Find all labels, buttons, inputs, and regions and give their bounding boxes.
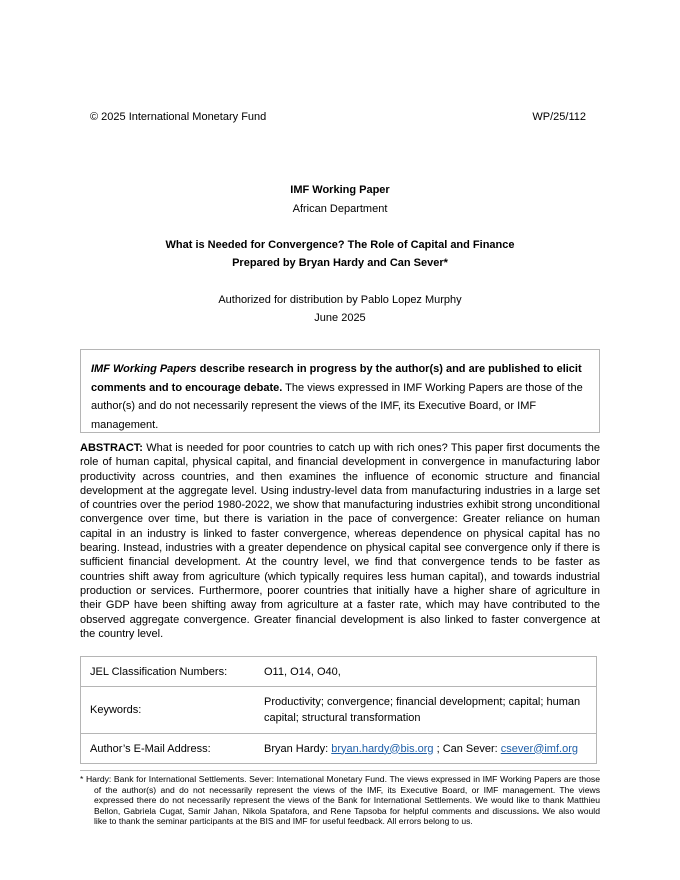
email-value (256, 734, 597, 764)
jel-value: O11, O14, O40, (256, 657, 597, 687)
email-label: Author’s E-Mail Address: (81, 734, 257, 764)
working-paper-number: WP/25/112 (532, 111, 586, 123)
footnote-text-a: * Hardy: Bank for International Settlements. Sever: International Monetary Fund. The views expressed in IMF Working Papers are those of the author(s) and do not necessarily represent the views of the IMF, its Executive Board, or IMF management. The views expressed there do not necessarily represent the views of the Bank for International Settlements. We would like to thank Matthieu Bellon, Gabriela Cugat, Samir Jahan, Nikola Spatafora, and Rene Tapsoba for helpful comments and discussions (80, 774, 600, 816)
publication-date: June 2025 (314, 312, 366, 324)
keywords-label: Keywords: (81, 687, 257, 734)
abstract-text: What is needed for poor countries to catch up with rich ones? This paper first documents the role of human capital, physical capital, and financial development in convergence in manufacturing labor productivity across countries, and then examines the influence of economic structure and financial development at the aggregate level. Using industry-level data from manufacturing industries in a large set of countries over the period 1980-2022, we show that manufacturing industries exhibit strong unconditional convergence over time, but there is variation in the pace of convergence: Greater reliance on human capital in an industry is linked to faster convergence, whereas dependence on physical capital has no bearing. Instead, industries with a greater dependence on physical capital see convergence only if there is sufficient financial development. At the country level, we find that convergence tends to be faster as countries shift away from agriculture (which typically requires less human capital), and towards industrial production or services. Furthermore, poorer countries that initially have a higher share of agriculture in their GDP have been shifting away from agriculture at a faster rate, which may have contributed to the observed aggregate convergence. Greater financial development is also linked to faster convergence at the country level. (80, 442, 600, 640)
department: African Department (292, 203, 388, 215)
metadata-table (80, 656, 597, 764)
table-row (81, 657, 597, 687)
table-row (81, 734, 597, 764)
footnote-text-b: . (536, 805, 540, 816)
authors: Prepared by Bryan Hardy and Can Sever* (232, 257, 448, 269)
disclaimer-lead-bold: describe research in progress by the author(s) and are published to elicit comments and to encourage debate. (91, 363, 582, 394)
copyright-notice: © 2025 International Monetary Fund (90, 111, 267, 123)
footnote (80, 774, 600, 827)
email-prefix: Bryan Hardy: (264, 742, 332, 755)
disclaimer-lead-italic: IMF Working Papers (91, 363, 197, 375)
series-title: IMF Working Paper (290, 184, 390, 196)
email-link-sever[interactable]: csever@imf.org (500, 742, 578, 755)
page-header (90, 111, 586, 123)
disclaimer-text: The views expressed in IMF Working Papers are those of the author(s) and do not necessarily represent the views of the IMF, its Executive Board, or IMF management. (91, 381, 583, 431)
disclaimer-box (80, 349, 600, 433)
keywords-value: Productivity; convergence; financial development; capital; human capital; structural transformation (256, 687, 597, 734)
authorization: Authorized for distribution by Pablo Lopez Murphy (218, 294, 462, 306)
email-link-hardy[interactable]: bryan.hardy@bis.org (331, 742, 434, 755)
abstract-label: ABSTRACT: (80, 442, 143, 454)
abstract (80, 441, 600, 641)
email-separator: ; Can Sever: (433, 742, 501, 755)
jel-label: JEL Classification Numbers: (81, 657, 257, 687)
footnote-text-c: We also would like to thank the seminar participants at the BIS and IMF for useful feedback. All errors belong to us. (94, 805, 600, 826)
paper-title: What is Needed for Convergence? The Role of Capital and Finance (165, 239, 515, 251)
footnote-divider (80, 770, 600, 771)
table-row (81, 687, 597, 734)
